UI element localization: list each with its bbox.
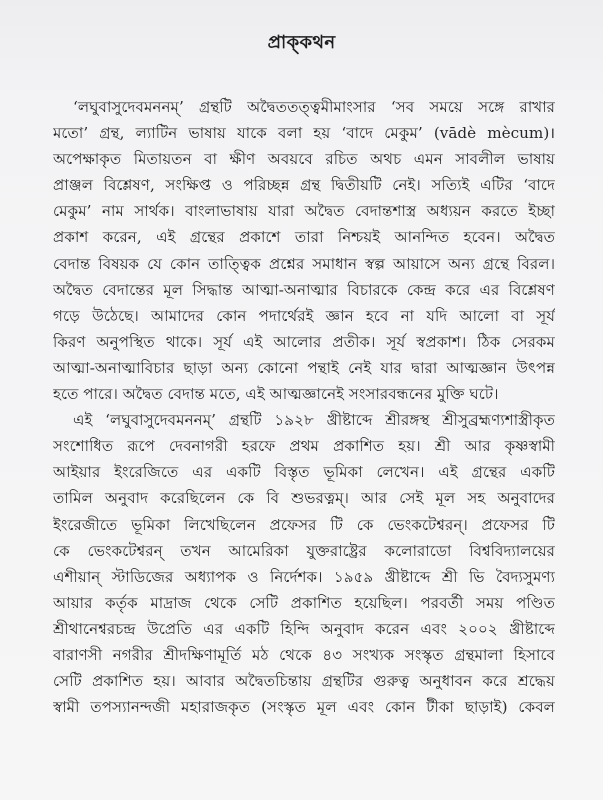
text-line: ইংরেজীতে ভূমিকা লিখেছিলেন প্রফেসর টি কে ভেংকটেশ্বরন্। প্রফেসর টি [53,515,555,534]
text-line: সংশোধিত রূপে দেবনাগরী হরফে প্রথম প্রকাশিত হয়। শ্রী আর কৃষ্ণস্বামী [53,437,555,456]
paragraph-2 [53,407,555,720]
text-line: গড়ে উঠেছে। আমাদের কোন পদার্থেরই জ্ঞান হবে না যদি আলো বা সূর্য [53,306,555,325]
text-line: অপেক্ষাকৃত মিতায়তন বা ক্ষীণ অবয়বে রচিত অথচ এমন সাবলীল ভাষায় [53,150,555,169]
text-line: অদ্বৈত বেদান্তের মূল সিদ্ধান্ত আত্মা-অনাত্মার বিচারকে কেন্দ্র করে এর বিশ্লেষণ [53,280,555,299]
page-title: প্রাক্‌কথন [267,32,336,53]
text-line: সেটি প্রকাশিত হয়। আবার অদ্বৈতচিন্তায় গ্রন্থটির গুরুত্ব অনুধাবন করে শ্রদ্ধেয় [53,672,555,691]
page-body [53,94,555,720]
paragraph-1 [53,94,555,407]
text-line: প্রাঞ্জল বিশ্লেষণ, সংক্ষিপ্ত ও পরিচ্ছন্ন গ্রন্থ দ্বিতীয়টি নেই। সত্যিই এটির ‘বাদে [53,176,555,195]
text-line: মেকুম’ নাম সার্থক। বাংলাভাষায় যারা অদ্বৈত বেদান্তশাস্ত্র অধ্যয়ন করতে ইচ্ছা [53,202,555,221]
text-line: প্রকাশ করেন, এই গ্রন্থের প্রকাশে তারা নিশ্চয়ই আনন্দিত হবেন। অদ্বৈত [53,228,555,247]
text-line: হতে পারে। অদ্বৈত বেদান্ত মতে, এই আত্মজ্ঞানেই সংসারবন্ধনের মুক্তি ঘটে। [53,385,499,404]
text-line: আইয়ার ইংরেজিতে এর একটি বিস্তৃত ভূমিকা লেখেন। এই গ্রন্থের একটি [53,463,555,482]
text-line: শ্রীথানেশ্বরচন্দ্র উপ্রেতি এর একটি হিন্দি অনুবাদ করেন এবং ২০০২ খ্রীষ্টাব্দে [53,619,555,638]
text-line: এই ‘লঘুবাসুদেবমননম্’ গ্রন্থটি ১৯২৮ খ্রীষ্টাব্দে শ্রীরঙ্গস্থ শ্রীসুব্রহ্মণ্যশাস্ত্রীকৃত [73,411,555,430]
text-line: ‘লঘুবাসুদেবমননম্’ গ্রন্থটি অদ্বৈততত্ত্বমীমাংসার ‘সব সময়ে সঙ্গে রাখার [73,98,555,116]
text-line: কিরণ অনুপস্থিত থাকে। সূর্য এই আলোর প্রতীক। সূর্য স্বপ্রকাশ। ঠিক সেরকম [53,332,555,351]
text-line: বারাণসী নগরীর শ্রীদক্ষিণামূর্তি মঠ থেকে ৪৩ সংখ্যক সংস্কৃত গ্রন্থমালা হিসাবে [53,645,555,664]
text-line: বেদান্ত বিষয়ক যে কোন তাত্ত্বিক প্রশ্নের সমাধান স্বল্প আয়াসে অন্য গ্রন্থে বিরল। [53,254,555,273]
text-line: মতো’ গ্রন্থ, ল্যাটিন ভাষায় যাকে বলা হয় ‘বাদে মেকুম’ (vādè mècum)। [53,124,555,143]
text-line: আত্মা-অনাত্মাবিচার ছাড়া অন্য কোনো পন্থাই নেই যার দ্বারা আত্মজ্ঞান উৎপন্ন [53,358,555,377]
text-line: তামিল অনুবাদ করেছিলেন কে বি শুভরত্নম্। আর সেই মূল সহ অনুবাদের [53,489,555,508]
text-line: আয়ার কর্তৃক মাদ্রাজ থেকে সেটি প্রকাশিত হয়েছিল। পরবর্তী সময় পণ্ডিত [53,593,555,612]
text-line: এশীয়ান্ স্টাডিজের অধ্যাপক ও নির্দেশক। ১৯৫৯ খ্রীষ্টাব্দে শ্রী ভি বৈদ্যসুমণ্য [53,567,555,586]
text-line: কে ভেংকটেশ্বরন্ তখন আমেরিকা যুক্তরাষ্ট্রের কলোরাডো বিশ্ববিদ্যালয়ের [53,541,555,560]
text-line: স্বামী তপস্যানন্দজী মহারাজকৃত (সংস্কৃত মূল এবং কোন টীকা ছাড়াই) কেবল [53,698,555,717]
